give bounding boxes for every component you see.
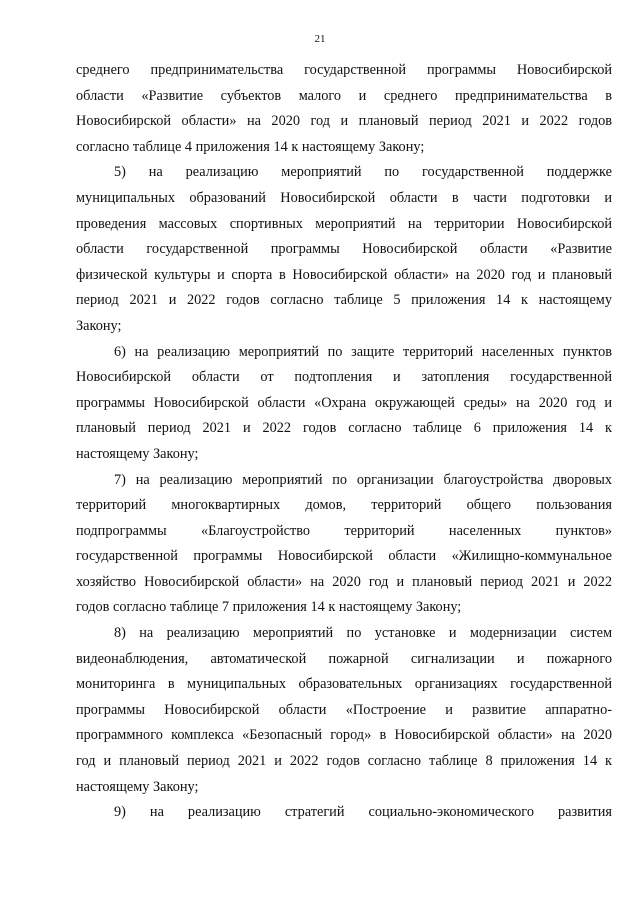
text-line: мониторинга в муниципальных образовательных организациях государственной — [76, 676, 612, 693]
text-line: государственной программы Новосибирской области «Жилищно-коммунальное — [76, 548, 612, 565]
text-line: программы Новосибирской области «Охрана окружающей среды» на 2020 год и — [76, 394, 612, 411]
text-line: среднего предпринимательства государственной программы Новосибирской — [76, 62, 612, 78]
paragraph-first-line: 5) на реализацию мероприятий по государственной поддержке — [114, 164, 612, 181]
text-line: видеонаблюдения, автоматической пожарной сигнализации и пожарного — [76, 650, 612, 667]
paragraph-first-line: 6) на реализацию мероприятий по защите территорий населенных пунктов — [114, 343, 612, 360]
paragraph-first-line: 8) на реализацию мероприятий по установке и модернизации систем — [114, 625, 612, 642]
text-line: территорий многоквартирных домов, территорий общего пользования — [76, 497, 612, 514]
page-number: 21 — [314, 33, 326, 45]
text-line: настоящему Закону; — [76, 445, 199, 462]
text-line: плановый период 2021 и 2022 годов согласно таблице 6 приложения 14 к — [76, 420, 612, 437]
text-line: годов согласно таблице 7 приложения 14 к настоящему Закону; — [76, 599, 462, 616]
text-line: области «Развитие субъектов малого и среднего предпринимательства в — [76, 87, 612, 104]
text-line: программного комплекса «Безопасный город» в Новосибирской области» на 2020 — [76, 727, 612, 744]
text-line: год и плановый период 2021 и 2022 годов согласно таблице 8 приложения 14 к — [76, 753, 612, 770]
paragraph-first-line: 9) на реализацию стратегий социально-экономического развития — [114, 804, 612, 821]
text-line: Новосибирской области» на 2020 год и плановый период 2021 и 2022 годов — [76, 113, 612, 130]
text-line: физической культуры и спорта в Новосибирской области» на 2020 год и плановый — [76, 266, 612, 283]
text-line: программы Новосибирской области «Построение и развитие аппаратно- — [76, 701, 612, 718]
text-line: согласно таблице 4 приложения 14 к настоящему Закону; — [76, 138, 425, 155]
document-body — [76, 58, 612, 826]
text-line: период 2021 и 2022 годов согласно таблице 5 приложения 14 к настоящему — [76, 292, 612, 309]
text-line: подпрограммы «Благоустройство территорий населенных пунктов» — [76, 522, 612, 539]
text-line: муниципальных образований Новосибирской области в части подготовки и — [76, 189, 612, 206]
paragraph-first-line: 7) на реализацию мероприятий по организации благоустройства дворовых — [114, 471, 612, 488]
text-line: проведения массовых спортивных мероприятий на территории Новосибирской — [76, 215, 612, 232]
text-line: области государственной программы Новосибирской области «Развитие — [76, 241, 612, 258]
text-line: Новосибирской области от подтопления и затопления государственной — [76, 369, 612, 386]
text-line: хозяйство Новосибирской области» на 2020 год и плановый период 2021 и 2022 — [76, 573, 612, 590]
text-line: настоящему Закону; — [76, 778, 199, 795]
text-line: Закону; — [76, 317, 122, 334]
